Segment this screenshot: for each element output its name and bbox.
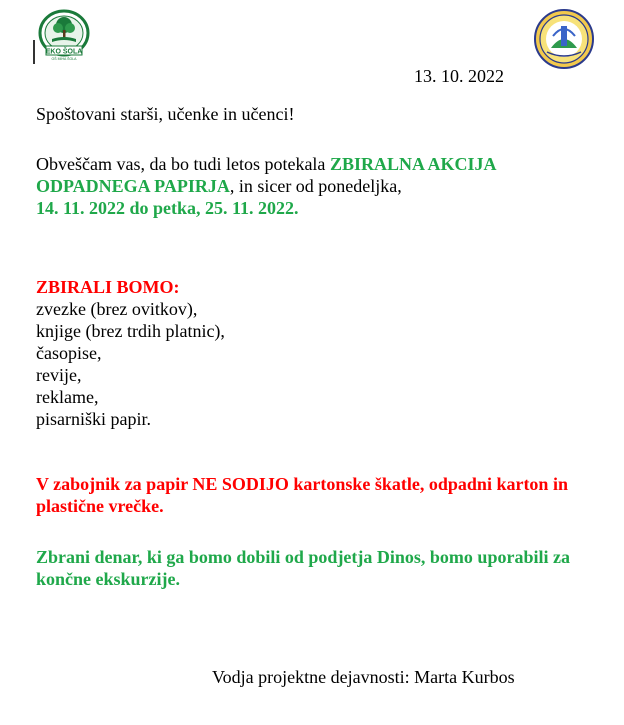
logo-divider: [33, 40, 35, 64]
warning-paragraph: V zabojnik za papir NE SODIJO kartonske škatle, odpadni karton in plastične vrečke.: [36, 474, 568, 516]
letter-date: 13. 10. 2022: [414, 66, 504, 86]
list-item: časopise,: [36, 343, 102, 363]
list-item: revije,: [36, 365, 82, 385]
notice-text-part1: Obveščam vas, da bo tudi letos potekala: [36, 154, 330, 174]
signature: Vodja projektne dejavnosti: Marta Kurbos: [212, 667, 515, 687]
notice-text-part2: , in sicer od ponedeljka,: [229, 176, 402, 196]
notice-paragraph: [36, 153, 606, 219]
greeting: Spoštovani starši, učenke in učenci!: [36, 104, 295, 124]
collect-items-list: [36, 298, 225, 430]
list-item: knjige (brez trdih platnic),: [36, 321, 225, 341]
list-item: zvezke (brez ovitkov),: [36, 299, 198, 319]
notice-dates: 14. 11. 2022 do petka, 25. 11. 2022.: [36, 198, 299, 218]
money-paragraph: Zbrani denar, ki ga bomo dobili od podjetja Dinos, bomo uporabili za končne ekskurzije.: [36, 547, 570, 589]
notice-highlight: ZBIRALNA AKCIJA ODPADNEGA PAPIRJA: [36, 154, 496, 196]
eko-sola-logo-icon: [34, 8, 96, 62]
collect-heading: ZBIRALI BOMO:: [36, 277, 180, 297]
school-logo-icon: [531, 8, 597, 70]
eko-sola-logo-subtext: OŠ MIHA ŠOLA: [51, 57, 77, 61]
list-item: pisarniški papir.: [36, 409, 151, 429]
eko-sola-logo-text: EKO ŠOLA: [45, 48, 83, 56]
list-item: reklame,: [36, 387, 99, 407]
